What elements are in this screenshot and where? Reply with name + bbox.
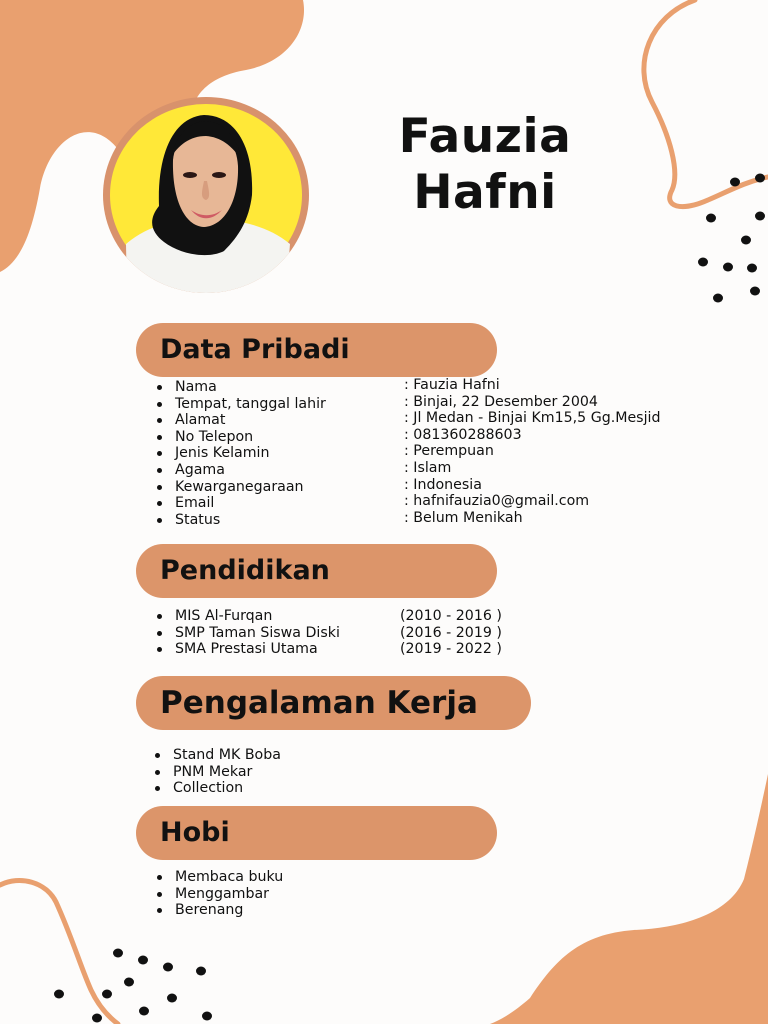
- list-item: Nama: [157, 379, 326, 396]
- personal-value: : Belum Menikah: [404, 509, 523, 526]
- personal-data-value-list: [404, 377, 660, 526]
- personal-data-heading: Data Pribadi: [136, 323, 497, 377]
- hobbies-list: [157, 869, 283, 919]
- list-item: SMP Taman Siswa Diski: [157, 625, 340, 642]
- personal-value: : Fauzia Hafni: [404, 377, 500, 393]
- black-dot-pattern-top-right: [698, 174, 765, 303]
- list-item: Stand MK Boba: [155, 747, 281, 764]
- list-item: Alamat: [157, 412, 326, 429]
- black-dot-pattern-bottom-left: [54, 949, 212, 1023]
- list-item: SMA Prestasi Utama: [157, 641, 340, 658]
- personal-value: : Islam: [404, 459, 452, 476]
- first-name: Fauzia: [398, 109, 572, 164]
- education-year: (2010 - 2016 ): [400, 608, 502, 624]
- hobbies-heading: Hobi: [136, 806, 497, 860]
- personal-data-label-list: [157, 379, 326, 528]
- right-eye-shape: [212, 172, 226, 178]
- list-item: Membaca buku: [157, 869, 283, 886]
- list-item: No Telepon: [157, 429, 326, 446]
- list-item: PNM Mekar: [155, 764, 281, 781]
- education-year: (2016 - 2019 ): [400, 624, 502, 641]
- left-eye-shape: [183, 172, 197, 178]
- education-year-list: [400, 608, 502, 658]
- list-item: Agama: [157, 462, 326, 479]
- list-item: MIS Al-Furqan: [157, 608, 340, 625]
- personal-value: : hafnifauzia0@gmail.com: [404, 493, 590, 510]
- profile-photo: [103, 97, 309, 293]
- personal-value: : 081360288603: [404, 426, 522, 443]
- list-item: Tempat, tanggal lahir: [157, 396, 326, 413]
- personal-value: : Binjai, 22 Desember 2004: [404, 393, 598, 410]
- orange-outline-curve-bottom-left: [0, 880, 118, 1024]
- education-school-list: [157, 608, 340, 658]
- list-item: Menggambar: [157, 886, 283, 903]
- name-heading: [340, 109, 630, 221]
- work-experience-list: [155, 747, 281, 797]
- orange-blob-bottom-right-shape: [490, 774, 768, 1024]
- personal-value: : Indonesia: [404, 476, 482, 493]
- list-item: Collection: [155, 780, 281, 797]
- list-item: Jenis Kelamin: [157, 445, 326, 462]
- personal-value: : Perempuan: [404, 443, 494, 460]
- orange-outline-curve-top-right: [644, 0, 768, 207]
- personal-value: : Jl Medan - Binjai Km15,5 Gg.Mesjid: [404, 410, 661, 427]
- list-item: Kewarganegaraan: [157, 479, 326, 496]
- list-item: Status: [157, 512, 326, 529]
- education-heading: Pendidikan: [136, 544, 497, 598]
- education-year: (2019 - 2022 ): [400, 641, 502, 658]
- list-item: Berenang: [157, 902, 283, 919]
- list-item: Email: [157, 495, 326, 512]
- last-name: Hafni: [413, 165, 557, 220]
- work-experience-heading: Pengalaman Kerja: [136, 676, 531, 730]
